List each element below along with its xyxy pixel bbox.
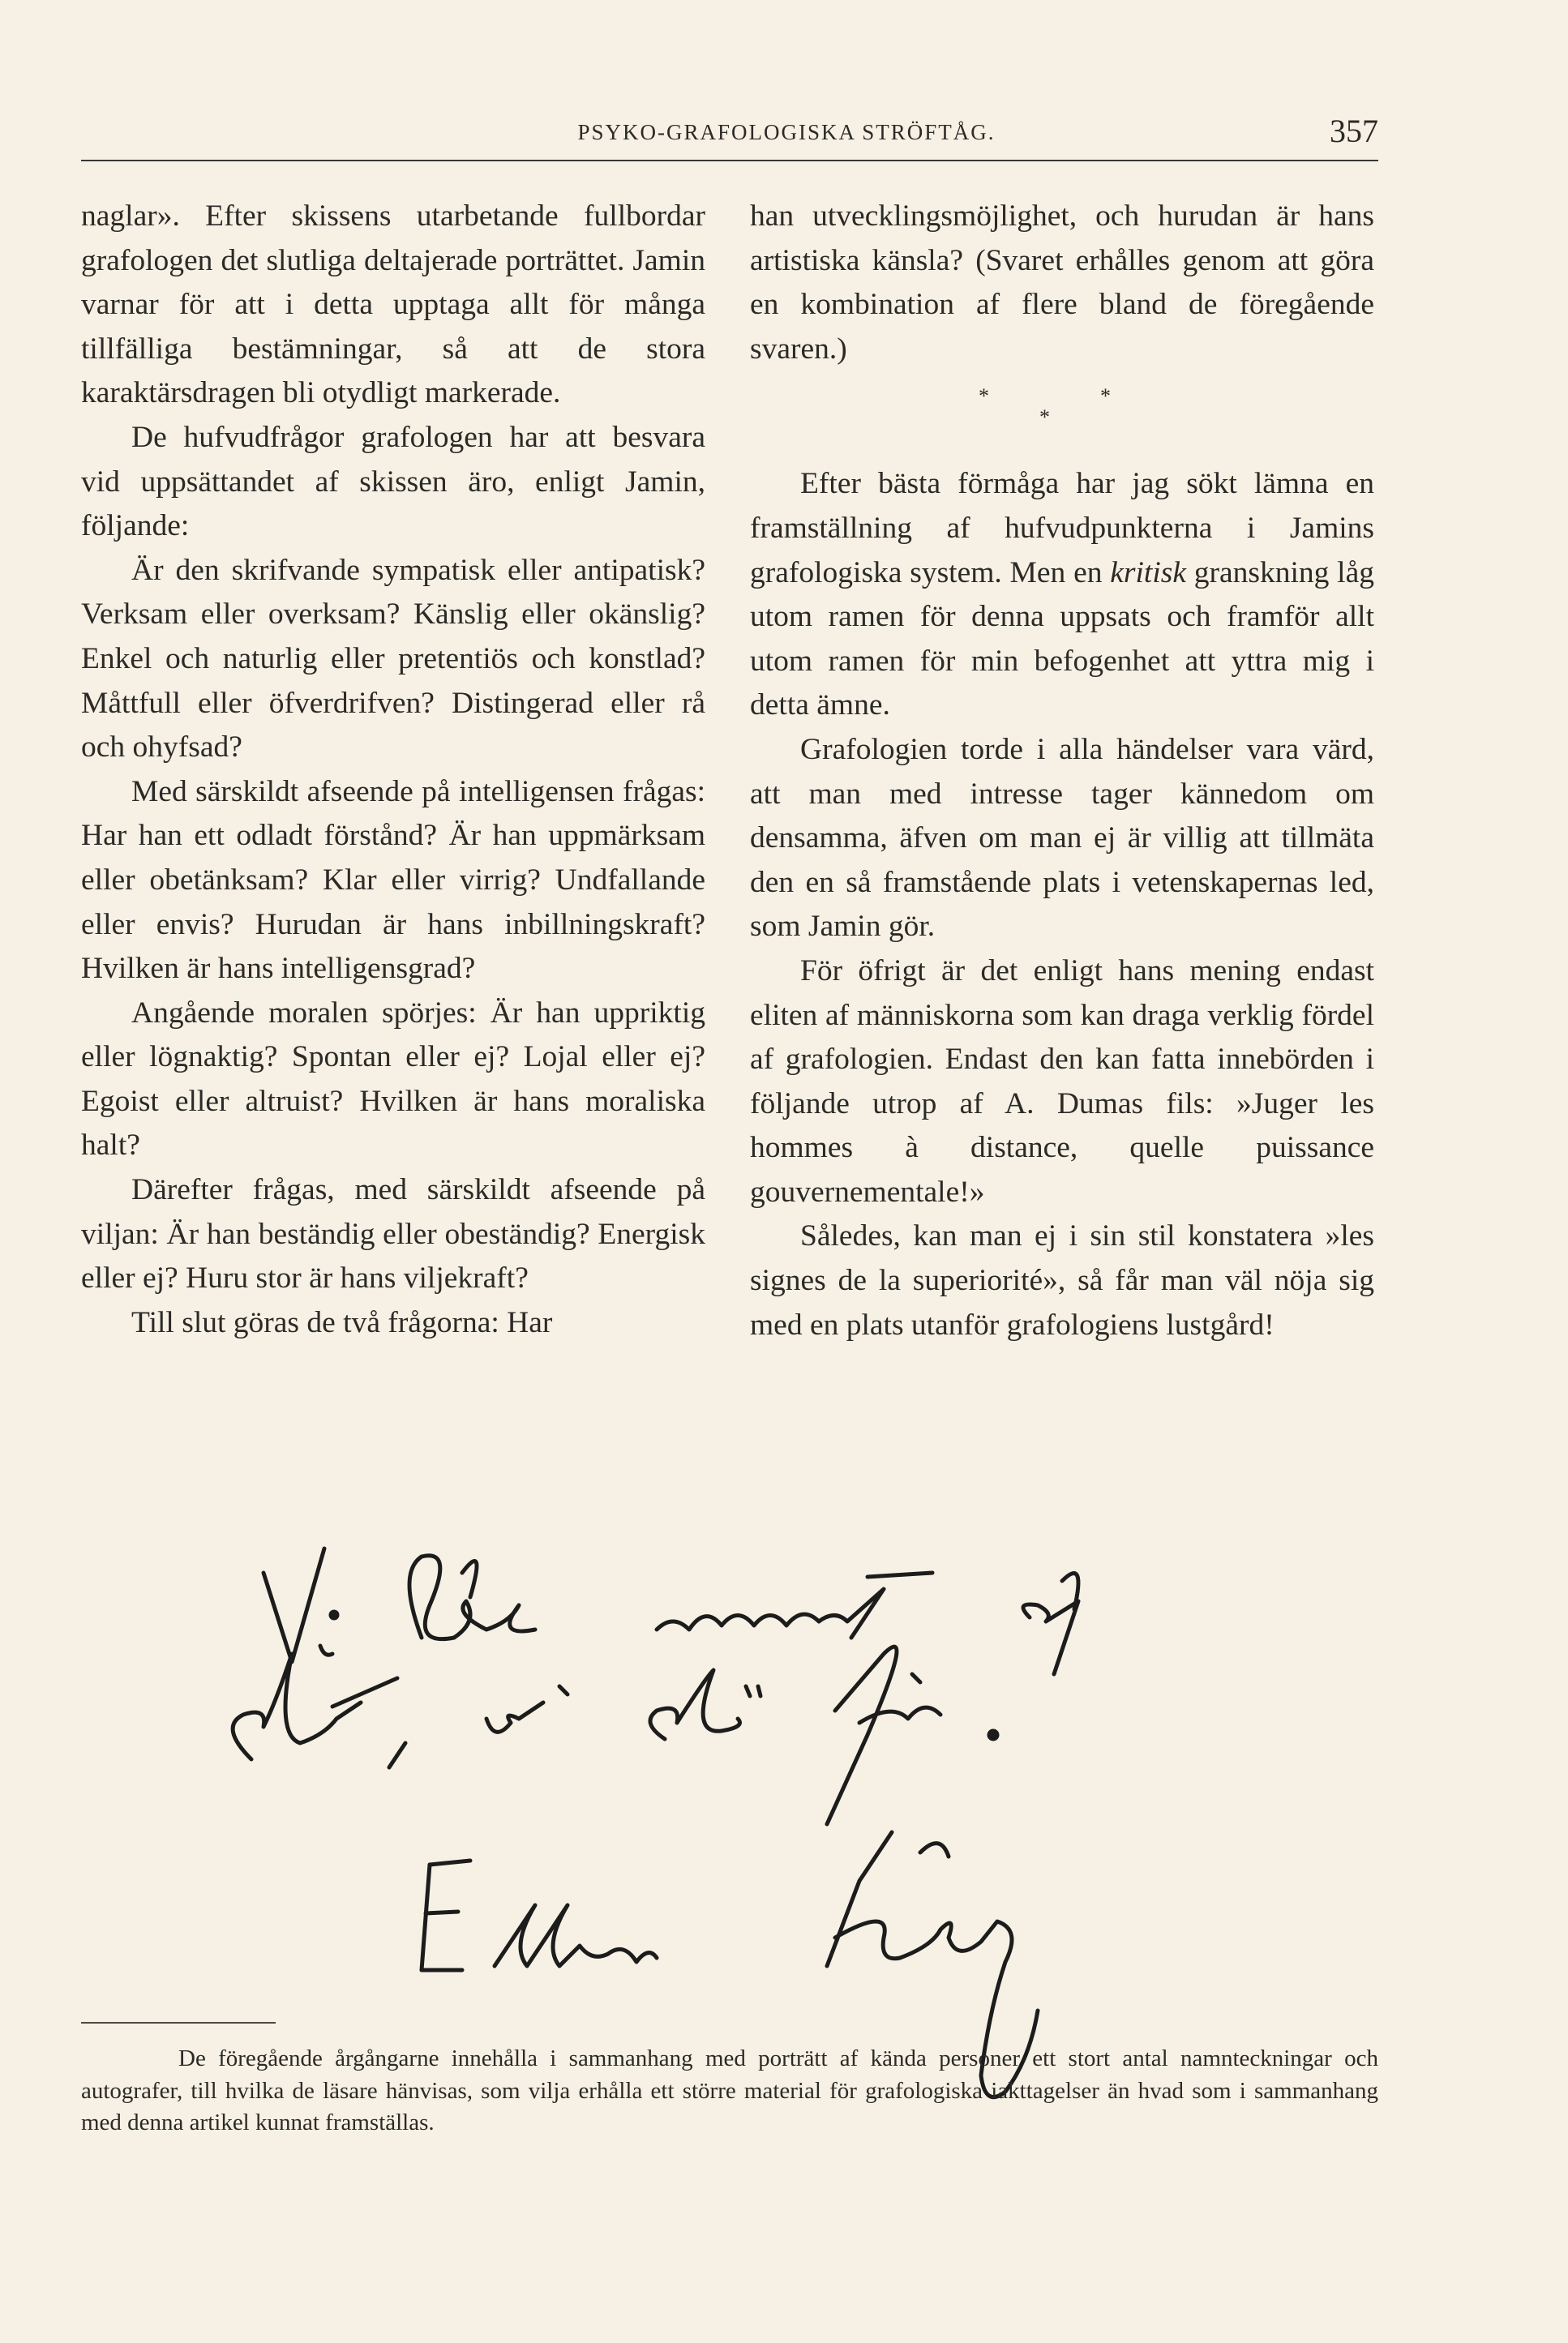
signature-stroke xyxy=(389,1743,405,1767)
signature-stroke xyxy=(559,1686,568,1694)
signature-stroke xyxy=(233,1654,361,1759)
paragraph: Därefter frågas, med särskildt afseende på viljan: Är han beständig eller obeständig? Energisk eller ej? Huru stor är hans viljekraft? xyxy=(81,1173,705,1296)
section-break xyxy=(750,371,1374,462)
signature-stroke xyxy=(920,1844,949,1857)
paragraph: Angående moralen spörjes: Är han uppriktig eller lögnaktig? Spontan eller ej? Lojal eller ej? Egoist eller altruist? Hvilken är hans moraliska halt? xyxy=(81,996,705,1163)
paragraph: Är den skrifvande sympatisk eller antipatisk? Verksam eller overksam? Känslig eller okänslig? Enkel och naturlig eller pretentiös och konstlad? Måttfull eller öfverdrifven? Distingerad eller rå och ohyfsad? xyxy=(81,553,705,765)
signature-stroke xyxy=(912,1674,920,1682)
asterisk-icon: * xyxy=(1100,384,1111,409)
signature-stroke xyxy=(657,1589,884,1638)
footnote-text: De föregående årgångarne innehålla i sammanhang med porträtt af kända personer ett stort antal namnteckningar och autografer, till hvilka de läsare hänvisas, som vilja erhålla ett större material för grafologiska iakttagelser än hvad som i sammanhang med denna artikel kunnat framställas. xyxy=(81,2045,1378,2135)
signature-stroke xyxy=(332,1678,397,1707)
signature-stroke xyxy=(746,1686,760,1696)
asterisk-icon: * xyxy=(1039,405,1050,430)
signature-stroke xyxy=(1023,1601,1078,1674)
page-number: 357 xyxy=(1330,113,1378,149)
page-header xyxy=(81,112,1378,161)
paragraph: Således, kan man ej i sin stil konstatera »les signes de la superiorité», så får man väl nöja sig med en plats utanför grafologiens lustgård! xyxy=(750,1219,1374,1342)
left-column xyxy=(81,195,705,1345)
running-title: PSYKO-GRAFOLOGISKA STRÖFTÅG. xyxy=(577,120,996,144)
paragraph: Efter bästa förmåga har jag sökt lämna en framställning af hufvudpunkterna i Jamins grafologiska system. Men en kritisk granskning låg utom ramen för denna uppsats och framför allt utom ramen för min befogenhet att yttra mig i detta ämne. xyxy=(750,467,1374,722)
signature-stroke xyxy=(486,1703,543,1732)
paragraph: Med särskildt afseende på intelligensen frågas: Har han ett odladt förstånd? Är han uppmärksam eller obetänksam? Klar eller virrig? Undfallande eller envis? Hurudan är hans inbillningskraft? Hvilken är hans intelligensgrad? xyxy=(81,774,705,986)
paragraph: Till slut göras de två frågorna: Har xyxy=(131,1305,553,1339)
signature-stroke xyxy=(320,1646,332,1655)
signature-stroke xyxy=(263,1548,324,1662)
emphasis: kritisk xyxy=(1110,555,1186,589)
signature-stroke xyxy=(495,1905,657,1966)
signature-stroke xyxy=(827,1647,897,1824)
paragraph: naglar». Efter skissens utarbetande fullbordar grafologen det slutliga deltajerade porträttet. Jamin varnar för att i detta upptaga allt för många tillfälliga bestämningar, så att de stora karaktärsdragen bli otydligt markerade. xyxy=(81,199,705,410)
signature-stroke xyxy=(462,1561,477,1597)
footnote xyxy=(81,2043,1378,2140)
footnote-rule xyxy=(81,2022,276,2024)
paragraph: Grafologien torde i alla händelser vara värd, att man med intresse tager kännedom om densamma, äfven om man ej är villig att tillmäta den en så framstående plats i vetenskapernas led, som Jamin gör. xyxy=(750,732,1374,944)
asterisk-icon: * xyxy=(979,384,989,409)
signature-stroke xyxy=(868,1573,932,1577)
paragraph: För öfrigt är det enligt hans mening endast eliten af människorna som kan draga verklig fördel af grafologien. Endast den kan fatta innebörden i följande utrop af A. Dumas fils: »Juger les hommes à distance, quelle puissance gouvernementale!» xyxy=(750,953,1374,1209)
signature-stroke xyxy=(989,1731,997,1739)
paragraph: De hufvudfrågor grafologen har att besvara vid uppsättandet af skissen äro, enligt Jamin, följande: xyxy=(81,420,705,543)
signature-stroke xyxy=(331,1612,337,1618)
signature-stroke xyxy=(650,1670,740,1739)
signature-stroke xyxy=(422,1865,430,1970)
paragraph: han utvecklingsmöjlighet, och hurudan är hans artistiska känsla? (Svaret erhålles genom att göra en kombination af flere bland de föregående svaren.) xyxy=(750,199,1374,366)
header-rule xyxy=(81,160,1378,161)
right-column xyxy=(750,195,1374,1347)
